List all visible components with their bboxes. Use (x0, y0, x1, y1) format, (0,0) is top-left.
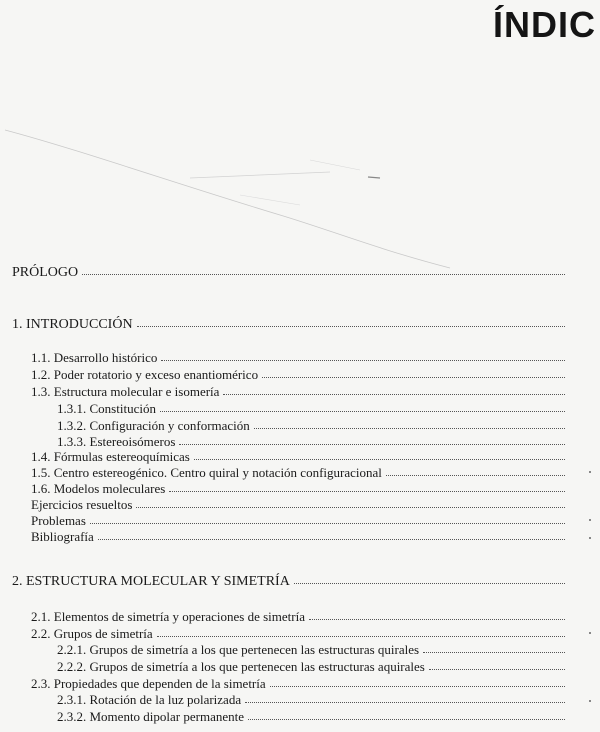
toc-entry-2-1[interactable] (31, 609, 565, 624)
dot-leader (294, 573, 565, 584)
toc-entry-label: 2.2. Grupos de simetría (31, 626, 153, 641)
dot-leader (157, 626, 565, 637)
toc-entry-label: 1.3.3. Estereoisómeros (57, 434, 176, 449)
toc-entry-2-2-2[interactable] (57, 659, 565, 674)
toc-entry-problemas[interactable] (31, 513, 565, 528)
toc-entry-prologo[interactable] (12, 265, 565, 280)
toc-entry-label: 1. INTRODUCCIÓN (12, 317, 133, 332)
scan-speck (589, 537, 591, 539)
toc-entry-label: 2.3.2. Momento dipolar permanente (57, 709, 245, 724)
toc-entry-label: 2.2.2. Grupos de simetría a los que pertenecen las estructuras aquirales (57, 659, 425, 674)
dot-leader (262, 367, 565, 378)
toc-entry-2-3-2[interactable] (57, 709, 565, 724)
toc-entry-chapter-2[interactable] (12, 574, 565, 589)
toc-entry-2-2[interactable] (31, 626, 565, 641)
toc-entry-label: 1.4. Fórmulas estereoquímicas (31, 449, 190, 464)
dot-leader (98, 529, 565, 540)
toc-entry-label: 2. ESTRUCTURA MOLECULAR Y SIMETRÍA (12, 574, 290, 589)
dot-leader (270, 676, 565, 687)
toc-entry-1-1[interactable] (31, 350, 565, 365)
toc-entry-label: 1.6. Modelos moleculares (31, 481, 166, 496)
toc-entry-1-2[interactable] (31, 367, 565, 382)
toc-entry-1-3-3[interactable] (57, 434, 565, 449)
toc-entry-label: 1.3. Estructura molecular e isomería (31, 384, 220, 399)
toc-entry-2-3-1[interactable] (57, 692, 565, 707)
toc-entry-1-3-1[interactable] (57, 401, 565, 416)
dot-leader (223, 384, 565, 395)
toc-entry-1-3-2[interactable] (57, 418, 565, 433)
toc-entry-label: Problemas (31, 513, 86, 528)
scan-artifact-lines (0, 0, 600, 300)
toc-entry-1-6[interactable] (31, 481, 565, 496)
toc-entry-label: Bibliografía (31, 529, 94, 544)
scan-speck (589, 519, 591, 521)
toc-entry-label: 1.3.1. Constitución (57, 401, 156, 416)
toc-entry-chapter-1[interactable] (12, 317, 565, 332)
dot-leader (136, 497, 565, 508)
toc-entry-1-5[interactable] (31, 465, 565, 480)
toc-entry-label: Ejercicios resueltos (31, 497, 133, 512)
dot-leader (386, 465, 565, 476)
dot-leader (161, 350, 565, 361)
dot-leader (309, 609, 565, 620)
dot-leader (194, 449, 565, 460)
dot-leader (160, 401, 565, 412)
dot-leader (423, 642, 565, 653)
toc-entry-label: 2.2.1. Grupos de simetría a los que pertenecen las estructuras quirales (57, 642, 420, 657)
toc-entry-bibliografia[interactable] (31, 529, 565, 544)
dot-leader (90, 513, 565, 524)
toc-entry-ejercicios[interactable] (31, 497, 565, 512)
dot-leader (429, 659, 565, 670)
toc-entry-1-3[interactable] (31, 384, 565, 399)
toc-entry-label: PRÓLOGO (12, 265, 79, 280)
dot-leader (245, 692, 565, 703)
toc-entry-2-2-1[interactable] (57, 642, 565, 657)
toc-entry-label: 2.3. Propiedades que dependen de la simetría (31, 676, 266, 691)
dot-leader (82, 264, 565, 275)
scan-speck (589, 700, 591, 702)
toc-entry-label: 2.1. Elementos de simetría y operaciones de simetría (31, 609, 305, 624)
dot-leader (179, 434, 565, 445)
toc-entry-label: 1.1. Desarrollo histórico (31, 350, 158, 365)
toc-entry-label: 1.5. Centro estereogénico. Centro quiral y notación configuracional (31, 465, 382, 480)
page-title: ÍNDIC (493, 4, 596, 45)
scan-speck (589, 632, 591, 634)
toc-entry-label: 1.3.2. Configuración y conformación (57, 418, 250, 433)
toc-entry-label: 2.3.1. Rotación de la luz polarizada (57, 692, 242, 707)
dot-leader (248, 709, 565, 720)
toc-entry-1-4[interactable] (31, 449, 565, 464)
dot-leader (137, 316, 565, 327)
dot-leader (169, 481, 565, 492)
dot-leader (254, 418, 565, 429)
toc-entry-label: 1.2. Poder rotatorio y exceso enantiomérico (31, 367, 259, 382)
scan-speck (589, 471, 591, 473)
toc-entry-2-3[interactable] (31, 676, 565, 691)
